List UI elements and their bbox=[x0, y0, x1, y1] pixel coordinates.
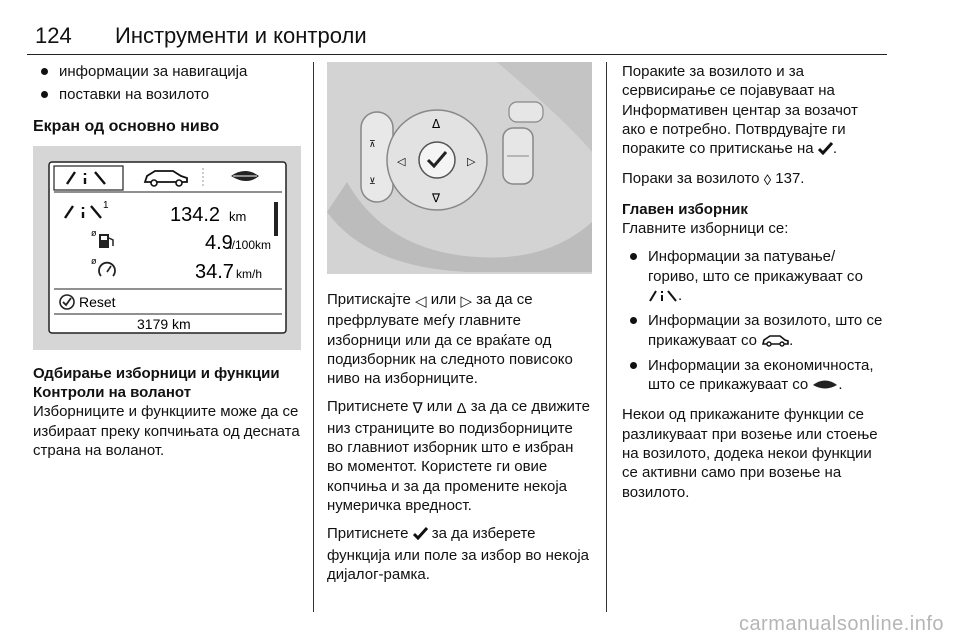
svg-text:◁: ◁ bbox=[397, 155, 406, 168]
odometer-value: 3179 km bbox=[137, 315, 191, 332]
reset-label: Reset bbox=[79, 293, 116, 310]
section-subtitle: Контроли на воланот bbox=[33, 384, 192, 402]
triangle-up-icon: Δ bbox=[456, 400, 467, 418]
list-item: Информации за патување/ гориво, што се прикажуваат со . bbox=[622, 247, 884, 307]
fuel-consumption-value: 4.9 bbox=[205, 231, 233, 254]
avg-speed-unit: km/h bbox=[236, 266, 263, 281]
watermark: carmanualsonline.info bbox=[738, 613, 944, 635]
page-header bbox=[27, 18, 887, 55]
steering-wheel-illustration bbox=[327, 62, 592, 274]
display-illustration bbox=[33, 146, 301, 350]
trip-distance-value: 134.2 bbox=[170, 203, 221, 226]
car-icon bbox=[761, 333, 789, 352]
instrument-display bbox=[33, 146, 301, 350]
bullet-list bbox=[33, 62, 301, 105]
trip-distance-unit: km bbox=[229, 208, 247, 224]
triangle-down-icon: ∇ bbox=[412, 400, 423, 418]
svg-text:ø: ø bbox=[91, 255, 97, 266]
list-item: поставки на возилото bbox=[33, 85, 301, 104]
body-paragraph: Поракиte за возилото и за сервисирање се појавуваат на Информативен центар за возачот ако е потребно. Потврдувајте ги пораките со притискање на . bbox=[622, 62, 884, 160]
page-number: 124 bbox=[35, 23, 72, 48]
column-divider bbox=[313, 62, 314, 612]
list-item: Информации за возилото, што се прикажуваат со . bbox=[622, 311, 884, 352]
svg-text:⊼: ⊼ bbox=[369, 140, 376, 150]
fuel-consumption-unit: l/100km bbox=[229, 237, 272, 252]
svg-text:⊻: ⊻ bbox=[369, 177, 376, 187]
column-divider bbox=[606, 62, 607, 612]
cross-reference: Пораки за возилото ◊ 137. bbox=[622, 170, 805, 190]
page-title: Инструменти и контроли bbox=[115, 23, 367, 48]
checkmark-icon bbox=[818, 141, 833, 160]
triangle-left-icon: ◁ bbox=[415, 293, 427, 310]
body-paragraph: Притискајте ◁ или ▷ за да се префрлувате меѓу главните изборници или да се враќате од подизборник на следното повисоко ниво на изборниците. bbox=[327, 291, 573, 388]
svg-text:∇: ∇ bbox=[432, 191, 441, 205]
scrollbar bbox=[274, 202, 278, 236]
section-heading: Главен изборник bbox=[622, 200, 748, 218]
eco-leaf-icon bbox=[812, 377, 838, 396]
body-paragraph: Изборниците и функциите може да се избираат преку копчињата од десната страна на воланот. bbox=[33, 403, 300, 460]
list-item: информации за навигација bbox=[33, 62, 301, 81]
checkmark-icon bbox=[413, 526, 428, 545]
body-paragraph: Притиснете за да изберете функција или поле за избор во некоја дијалог-рамка. bbox=[327, 525, 590, 583]
avg-speed-value: 34.7 bbox=[195, 260, 234, 283]
section-title: Одбирање изборници и функции bbox=[33, 364, 280, 382]
body-paragraph: Главните изборници се: bbox=[622, 220, 789, 238]
column-middle bbox=[327, 62, 592, 593]
trip-fuel-icon bbox=[648, 288, 678, 307]
steering-wheel-controls bbox=[327, 62, 592, 274]
triangle-right-icon: ▷ bbox=[460, 293, 472, 310]
list-item: Информации за економичноста, што се прикажуваат со . bbox=[622, 356, 884, 397]
svg-text:▷: ▷ bbox=[467, 155, 476, 168]
svg-text:Δ: Δ bbox=[432, 117, 441, 131]
superscript-label: 1 bbox=[103, 199, 109, 211]
column-right bbox=[622, 62, 884, 511]
svg-text:ø: ø bbox=[91, 227, 97, 238]
column-left bbox=[33, 62, 301, 469]
body-paragraph: Некои од прикажаните функции се разликуваат при возење или стоење на возилото, додека некои функции се активни само при возење на возилото. bbox=[622, 406, 878, 501]
section-heading: Екран од основно ниво bbox=[33, 117, 220, 135]
page-reference-icon: ◊ bbox=[763, 172, 772, 190]
body-paragraph: Притиснете ∇ или Δ за да се движите низ страниците во подизборниците во главниот изборник што е избран во моментот. Користете ги овие копчиња и за да промените некоја нумеричка вредност. bbox=[327, 398, 590, 514]
bullet-list bbox=[622, 247, 884, 396]
